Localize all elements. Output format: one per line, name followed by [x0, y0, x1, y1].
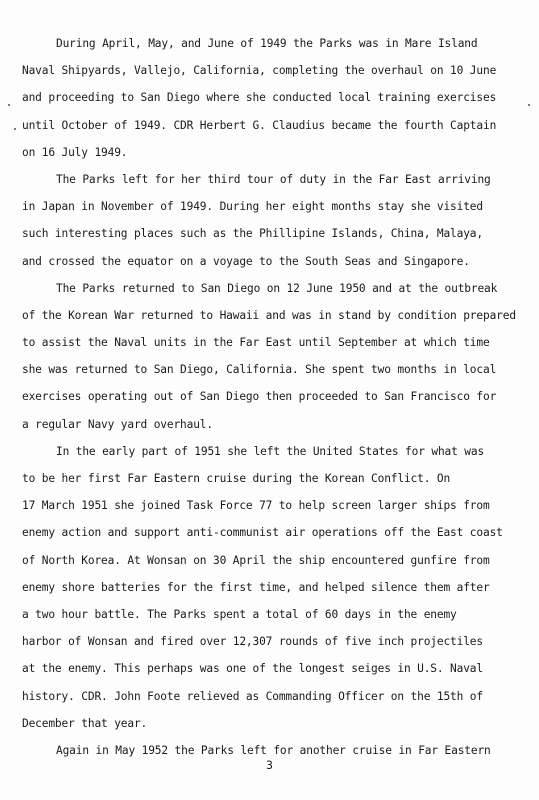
scan-speck: [14, 128, 16, 130]
text-line: December that year.: [22, 716, 148, 730]
text-line: a two hour battle. The Parks spent a total of 60 days in the enemy: [22, 607, 457, 621]
text-line: history. CDR. John Foote relieved as Commanding Officer on the 15th of: [22, 689, 483, 703]
scan-speck: [528, 104, 530, 106]
body-text: [22, 30, 522, 764]
scan-speck: [8, 104, 10, 106]
text-line: enemy action and support anti-communist air operations off the East coast: [22, 526, 503, 540]
text-line: During April, May, and June of 1949 the Parks was in Mare Island: [56, 37, 478, 50]
text-line: of the Korean War returned to Hawaii and was in stand by condition prepared: [22, 308, 516, 322]
text-line: The Parks left for her third tour of duty in the Far East arriving: [56, 172, 491, 186]
text-line: to be her first Far Eastern cruise during the Korean Conflict. On: [22, 472, 451, 485]
text-line: 17 March 1951 she joined Task Force 77 to help screen larger ships from: [22, 499, 490, 513]
text-line: Naval Shipyards, Vallejo, California, completing the overhaul on 10 June: [22, 64, 497, 78]
text-line: The Parks returned to San Diego on 12 June 1950 and at the outbreak: [56, 281, 498, 295]
text-line: and proceeding to San Diego where she conducted local training exercises: [22, 91, 497, 105]
text-line: in Japan in November of 1949. During her eight months stay she visited: [22, 200, 483, 214]
text-line: at the enemy. This perhaps was one of the longest seiges in U.S. Naval: [22, 662, 483, 676]
text-line: In the early part of 1951 she left the United States for what was: [56, 444, 485, 458]
text-line: she was returned to San Diego, California. She spent two months in local: [22, 363, 497, 377]
text-line: exercises operating out of San Diego then proceeded to San Francisco for: [22, 390, 497, 404]
text-line: such interesting places such as the Phillipine Islands, China, Malaya,: [22, 227, 483, 241]
page-number: 3: [266, 758, 273, 772]
text-line: to assist the Naval units in the Far East until September at which time: [22, 336, 490, 350]
text-line: enemy shore batteries for the first time, and helped silence them after: [22, 580, 490, 594]
text-line: and crossed the equator on a voyage to the South Seas and Singapore.: [22, 254, 470, 268]
text-line: a regular Navy yard overhaul.: [22, 417, 213, 431]
text-line: Again in May 1952 the Parks left for another cruise in Far Eastern: [56, 743, 491, 757]
text-line: harbor of Wonsan and fired over 12,307 rounds of five inch projectiles: [22, 635, 483, 649]
text-line: of North Korea. At Wonsan on 30 April the ship encountered gunfire from: [22, 553, 490, 567]
text-line: on 16 July 1949.: [22, 145, 128, 159]
text-line: until October of 1949. CDR Herbert G. Claudius became the fourth Captain: [22, 118, 497, 132]
